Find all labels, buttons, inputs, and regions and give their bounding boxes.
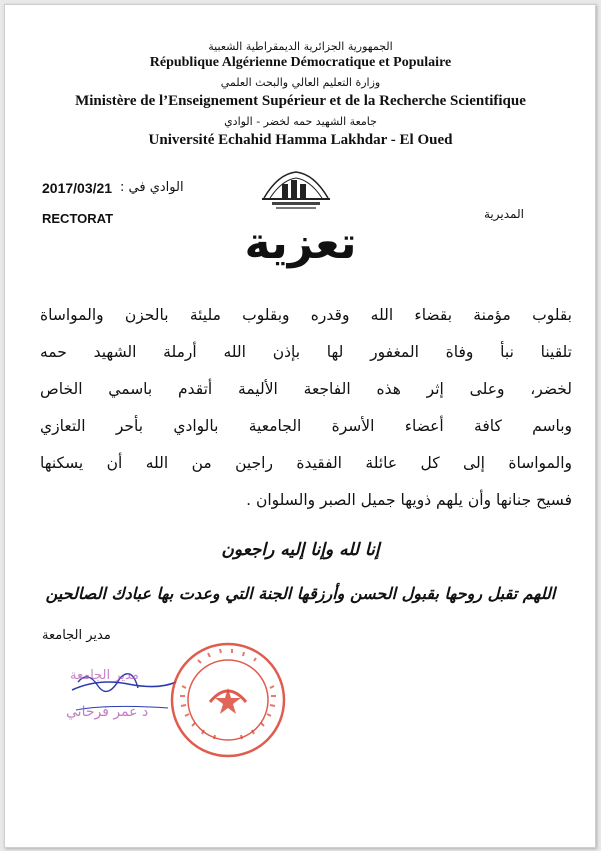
body-line: فسيح جنانها وأن يلهم ذويها جميل الصبر والسلوان . <box>246 491 572 509</box>
signature-role: مدير الجامعة <box>42 628 111 643</box>
official-seal-icon <box>168 640 288 760</box>
ministry-french: Ministère de l’Enseignement Supérieur et de la Recherche Scientifique <box>75 93 526 109</box>
body-line: والمواساة إلى كل عائلة الفقيدة راجين من الله أن يسكنها <box>40 454 572 472</box>
body-line: بقلوب مؤمنة بقضاء الله وقدره وبقلوب مليئة بالحزن والمواساة <box>40 306 572 324</box>
page-title: تعزية <box>244 218 357 269</box>
ministry-arabic: وزارة التعليم العالي والبحث العلمي <box>220 76 381 89</box>
date-value: 2017/03/21 <box>42 180 113 196</box>
quran-verse: إنا لله وإنا إليه راجعون <box>221 540 380 560</box>
signature-role-handwritten: مدير الجامعة <box>70 668 139 683</box>
prayer-text: اللهم تقبل روحها بقبول الحسن وأرزقها الجنة التي وعدت بها عبادك الصالحين <box>45 584 556 603</box>
republic-arabic: الجمهورية الجزائرية الديمقراطية الشعبية <box>208 40 393 53</box>
date-label: الوادي في : <box>120 180 184 195</box>
republic-french: République Algérienne Démocratique et Populaire <box>149 55 452 70</box>
body-line: وباسم كافة أعضاء الأسرة الجامعية بالوادي بأحر التعازي <box>40 417 572 435</box>
signature-name: د عمر فرحاتي <box>66 704 149 720</box>
rectorat-label: RECTORAT <box>42 211 114 226</box>
body-line: تلقينا نبأ وفاة المغفور لها بإذن الله أرملة الشهيد حمه <box>40 343 572 361</box>
university-logo-icon <box>258 168 334 216</box>
body-line: لخضر، وعلى إثر هذه الفاجعة الأليمة أتقدم باسمي الخاص <box>40 380 572 398</box>
university-arabic: جامعة الشهيد حمه لخضر - الوادي <box>224 115 377 128</box>
direction-label: المديرية <box>484 207 524 221</box>
university-french: Université Echahid Hamma Lakhdar - El Oued <box>148 132 453 148</box>
